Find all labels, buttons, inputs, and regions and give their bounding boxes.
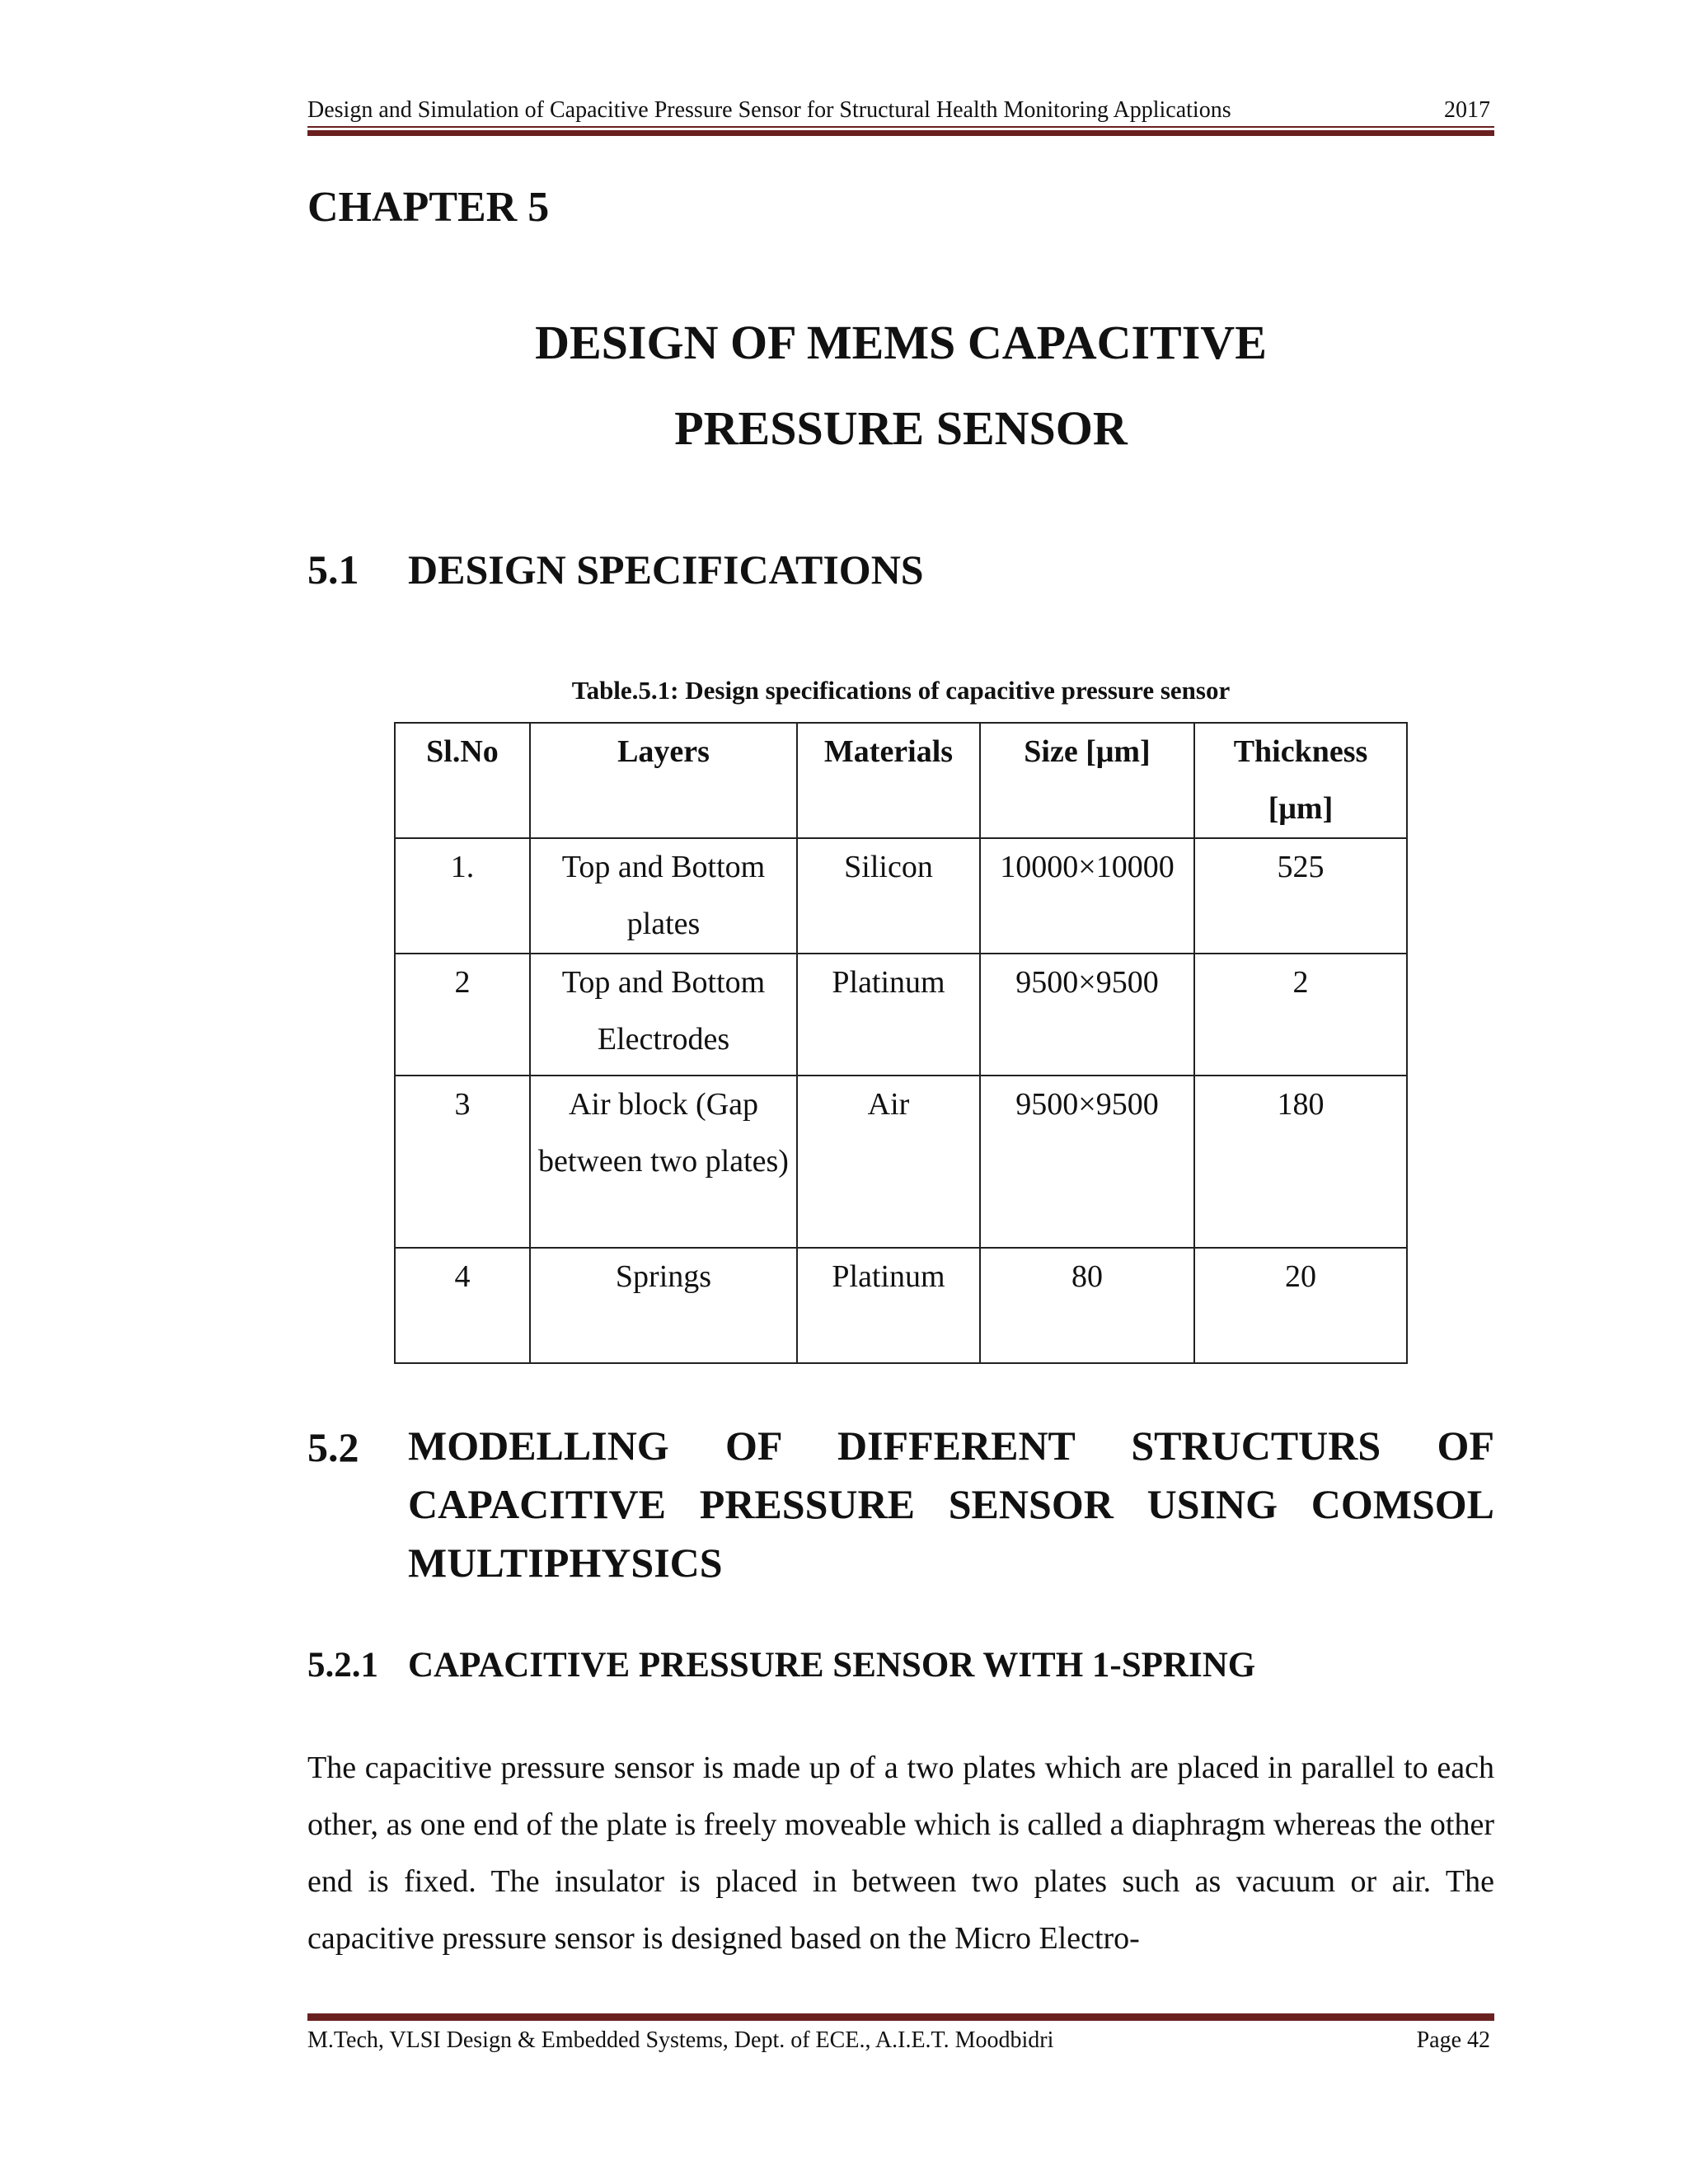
body-paragraph: The capacitive pressure sensor is made up of a two plates which are placed in parallel to each other, as one end of the plate is freely moveable which is called a diaphragm whereas the other end is fixed. The insulator is placed in between two plates such as vacuum or air. The capacitive pressure sensor is designed based on the Micro Electro- [307, 1750, 1494, 1956]
table-cell: 9500×9500 [980, 954, 1194, 1076]
section-number: 5.2 [307, 1424, 359, 1470]
table-cell: 4 [395, 1248, 530, 1363]
table-cell: 180 [1194, 1076, 1407, 1248]
table-cell: Air block (Gap between two plates) [530, 1076, 797, 1248]
section-number: 5.1 [307, 546, 359, 593]
section-title: CAPACITIVE PRESSURE SENSOR WITH 1-SPRING [408, 1646, 1256, 1685]
header-cell: Thickness [μm] [1194, 723, 1407, 838]
footer-rule [307, 2011, 1494, 2021]
table-cell: 525 [1194, 838, 1407, 954]
table-cell: Silicon [797, 838, 980, 954]
chapter-heading: CHAPTER 5 [307, 184, 550, 231]
section-title: MODELLING OF DIFFERENT STRUCTURS OF CAPACITIVE PRESSURE SENSOR USING COMSOL MULTIPHYSICS [408, 1422, 1494, 1586]
header-cell: Sl.No [395, 723, 530, 838]
table-cell: 1. [395, 838, 530, 954]
footer-text: M.Tech, VLSI Design & Embedded Systems, Dept. of ECE., A.I.E.T. Moodbidri [307, 2027, 1054, 2053]
design-spec-table [394, 722, 1408, 1364]
table-cell: 3 [395, 1076, 530, 1248]
table-cell: Top and Bottom Electrodes [530, 954, 797, 1076]
table-cell: Platinum [797, 954, 980, 1076]
header-cell: Materials [797, 723, 980, 838]
table-cell: Platinum [797, 1248, 980, 1363]
header-year: 2017 [1444, 97, 1490, 123]
table-row [395, 838, 1407, 954]
section-title: DESIGN SPECIFICATIONS [408, 546, 924, 593]
header-rule [307, 126, 1494, 136]
table-cell: 80 [980, 1248, 1194, 1363]
table-caption: Table.5.1: Design specifications of capacitive pressure sensor [571, 676, 1231, 705]
table-row [395, 954, 1407, 1076]
section-number: 5.2.1 [307, 1646, 378, 1685]
table-cell: 9500×9500 [980, 1076, 1194, 1248]
table-cell: Springs [530, 1248, 797, 1363]
table-cell: 2 [395, 954, 530, 1076]
table-cell: 10000×10000 [980, 838, 1194, 954]
table-cell: Air [797, 1076, 980, 1248]
table-cell: 20 [1194, 1248, 1407, 1363]
table-row [395, 1076, 1407, 1248]
table-row [395, 1248, 1407, 1363]
chapter-title-line-1: DESIGN OF MEMS CAPACITIVE [535, 316, 1267, 369]
table-header-row [395, 723, 1407, 838]
header-cell: Size [μm] [980, 723, 1194, 838]
chapter-title-line-2: PRESSURE SENSOR [674, 401, 1128, 455]
table-cell: Top and Bottom plates [530, 838, 797, 954]
header-cell: Layers [530, 723, 797, 838]
header-title: Design and Simulation of Capacitive Pressure Sensor for Structural Health Monitoring Applications [307, 97, 1231, 123]
page-number: Page 42 [1416, 2027, 1490, 2053]
table-cell: 2 [1194, 954, 1407, 1076]
